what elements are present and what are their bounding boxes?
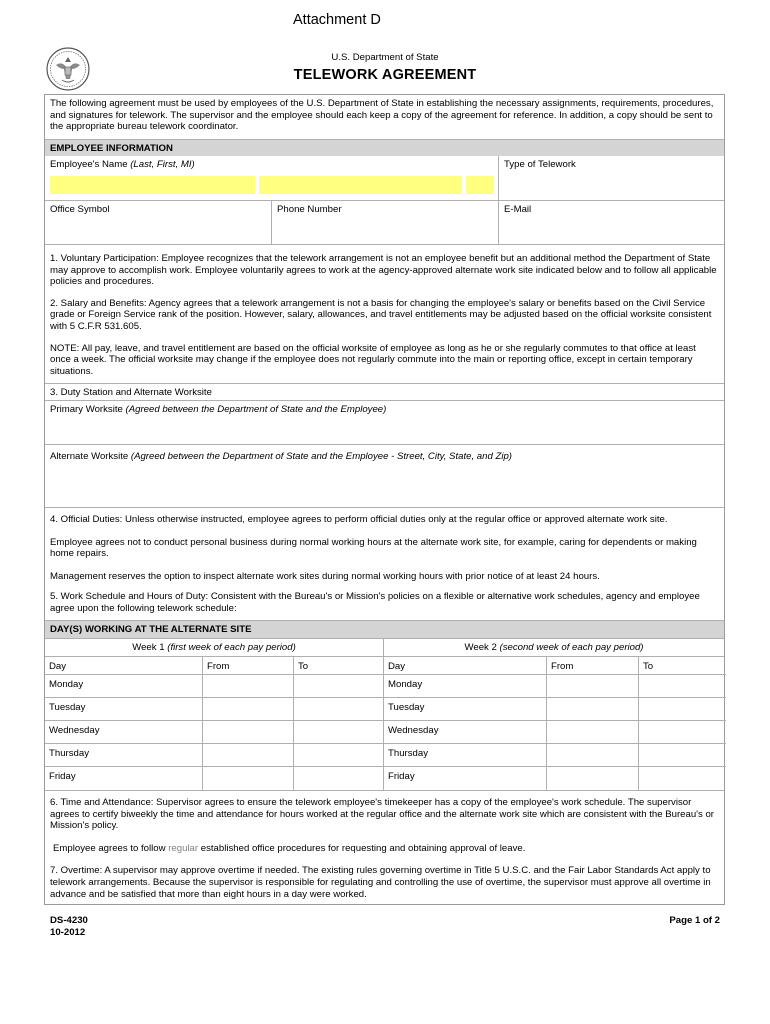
contact-row (45, 201, 724, 245)
middle-initial-input[interactable] (466, 176, 494, 194)
week2-wednesday-from-input[interactable] (547, 721, 639, 744)
intro-text: The following agreement must be used by employees of the U.S. Department of State in establishing the necessary assignments, requirements, procedures, and signatures for telework. The supervisor and the employee should each keep a copy of the agreement for reference. In addition, a copy should be sent to the appropriate bureau telework coordinator. (50, 98, 714, 133)
email-field[interactable] (499, 201, 724, 244)
alternate-worksite-field[interactable] (45, 445, 724, 508)
week1-friday-to-input[interactable] (294, 767, 384, 790)
section-4-text: 4. Official Duties: Unless otherwise instructed, employee agrees to perform official duties only at the regular office or approved alternate work site. (50, 514, 668, 525)
sections-6-7-row (45, 791, 724, 904)
section-4b-text: Employee agrees not to conduct personal business during normal working hours at the alternate work site, for example, caring for dependents or making home repairs. (50, 536, 697, 560)
week-2-label: Week 2 (464, 642, 497, 653)
week1-from-header: From (203, 657, 294, 675)
week2-wednesday-to-input[interactable] (639, 721, 726, 744)
week1-monday-from-input[interactable] (203, 675, 294, 698)
week1-day-tuesday: Tuesday (45, 698, 203, 721)
employee-name-cell (45, 156, 499, 200)
week2-monday-to-input[interactable] (639, 675, 726, 698)
department-name: U.S. Department of State (331, 52, 439, 63)
form-date: 10-2012 (50, 927, 86, 938)
week2-day-wednesday: Wednesday (384, 721, 547, 744)
week2-thursday-from-input[interactable] (547, 744, 639, 767)
week2-to-header: To (639, 657, 726, 675)
week2-from-header: From (547, 657, 639, 675)
section-2-text: 2. Salary and Benefits: Agency agrees that a telework arrangement is not a basis for changing the employee's salary or benefits based on the Civil Service grade or Foreign Service rank of the position. However, salary, allowances, and travel entitlements may be adjusted based on the official worksite consistent with 5 C.F.R 531.605. (50, 297, 712, 332)
week-header-row (45, 639, 724, 657)
section-6-text: 6. Time and Attendance: Supervisor agrees to ensure the telework employee's timekeeper has a copy of the employee's work schedule. The supervisor agrees to certify biweekly the time and attendance for hours worked at the regular office and the alternate work site which are consistent with the Bureau's or Mission's policy. (50, 797, 714, 832)
leave-procedure-dropdown[interactable]: regular (168, 842, 199, 854)
week1-day-friday: Friday (45, 767, 203, 790)
phone-number-label: Phone Number (277, 204, 342, 215)
week1-monday-to-input[interactable] (294, 675, 384, 698)
week2-tuesday-to-input[interactable] (639, 698, 726, 721)
page-number: Page 1 of 2 (669, 915, 720, 926)
employee-info-header-row (45, 140, 724, 156)
week2-day-thursday: Thursday (384, 744, 547, 767)
schedule-grid (45, 657, 724, 790)
week-1-label: Week 1 (132, 642, 165, 653)
week1-wednesday-to-input[interactable] (294, 721, 384, 744)
section-6b-text (45, 840, 724, 858)
sections-1-2-row (45, 245, 724, 384)
note-text: NOTE: All pay, leave, and travel entitlement are based on the official worksite of employee as long as he or she regularly commutes to that office at least once a week. The official worksite may change if the employee does not regularly commute into the main or reporting office, except in certain temporary situations. (50, 342, 696, 377)
week2-monday-from-input[interactable] (547, 675, 639, 698)
week1-day-wednesday: Wednesday (45, 721, 203, 744)
employee-name-row (45, 156, 724, 201)
week1-friday-from-input[interactable] (203, 767, 294, 790)
office-symbol-label: Office Symbol (50, 204, 110, 215)
section-7-text: 7. Overtime: A supervisor may approve overtime if needed. The existing rules governing overtime in Title 5 U.S.C. and the Fair Labor Standards Act apply to telework arrangements. Because the supervisor is responsible for regulating and controlling the use of overtime, the supervisor must approve all overtime in advance and be satisfied that more than eight hours in a day were worked. (50, 865, 711, 900)
section-1-text: 1. Voluntary Participation: Employee recognizes that the telework arrangement is not an employee benefit but an additional method the Department of State may approve to accomplish work. Employee voluntarily agrees to work at the agency-approved alternate work site indicated below and to follow all applicable policies and procedures. (50, 253, 717, 288)
section-6b-post: established office procedures for requesting and obtaining approval of leave. (200, 842, 526, 854)
week1-thursday-from-input[interactable] (203, 744, 294, 767)
office-symbol-field[interactable] (45, 201, 272, 244)
last-name-input[interactable] (50, 176, 255, 194)
agreement-form (44, 94, 725, 905)
first-name-input[interactable] (259, 176, 462, 194)
telework-type-label: Type of Telework (504, 159, 576, 170)
week1-day-thursday: Thursday (45, 744, 203, 767)
week1-thursday-to-input[interactable] (294, 744, 384, 767)
week2-day-header: Day (384, 657, 547, 675)
week2-friday-from-input[interactable] (547, 767, 639, 790)
week1-day-header: Day (45, 657, 203, 675)
week1-to-header: To (294, 657, 384, 675)
schedule-header: DAY(S) WORKING AT THE ALTERNATE SITE (45, 621, 724, 638)
email-label: E-Mail (504, 204, 532, 215)
telework-type-cell[interactable] (499, 156, 724, 200)
primary-worksite-hint: (Agreed between the Department of State and the Employee) (125, 404, 387, 415)
section-3-text: 3. Duty Station and Alternate Worksite (50, 387, 212, 398)
week2-day-friday: Friday (384, 767, 547, 790)
section-3-row (45, 384, 724, 401)
week1-tuesday-from-input[interactable] (203, 698, 294, 721)
week-1-hint: (first week of each pay period) (167, 642, 296, 653)
section-6b-pre: Employee agrees to follow (53, 842, 166, 854)
week1-tuesday-to-input[interactable] (294, 698, 384, 721)
employee-name-label: Employee's Name (50, 159, 128, 170)
employee-info-header: EMPLOYEE INFORMATION (45, 140, 724, 156)
week1-wednesday-from-input[interactable] (203, 721, 294, 744)
phone-number-field[interactable] (272, 201, 499, 244)
week2-tuesday-from-input[interactable] (547, 698, 639, 721)
form-number: DS-4230 (50, 915, 88, 926)
week-1-header (45, 639, 384, 656)
intro-row (45, 95, 724, 140)
form-number-block (50, 915, 88, 939)
week-2-header (384, 639, 724, 656)
week2-day-tuesday: Tuesday (384, 698, 547, 721)
section-4c-text: Management reserves the option to inspect alternate work sites during normal working hours with prior notice of at least 24 hours. (50, 570, 600, 582)
primary-worksite-field[interactable] (45, 401, 724, 445)
attachment-label: Attachment D (293, 12, 381, 28)
sections-4-5-row (45, 508, 724, 621)
primary-worksite-label: Primary Worksite (50, 404, 123, 415)
schedule-table (45, 657, 724, 791)
alternate-worksite-label: Alternate Worksite (50, 451, 129, 462)
section-5-text: 5. Work Schedule and Hours of Duty: Consistent with the Bureau's or Mission's policies on a flexible or alternative work schedules, agency and employee agree upon the following telework schedule: (50, 591, 700, 614)
employee-name-hint: (Last, First, MI) (130, 159, 195, 170)
week2-friday-to-input[interactable] (639, 767, 726, 790)
week2-day-monday: Monday (384, 675, 547, 698)
week1-day-monday: Monday (45, 675, 203, 698)
alternate-worksite-hint: (Agreed between the Department of State and the Employee - Street, City, State, and Zip) (130, 451, 512, 462)
page-title: TELEWORK AGREEMENT (293, 67, 477, 83)
week-2-hint: (second week of each pay period) (499, 642, 644, 653)
week2-thursday-to-input[interactable] (639, 744, 726, 767)
schedule-header-row (45, 621, 724, 639)
